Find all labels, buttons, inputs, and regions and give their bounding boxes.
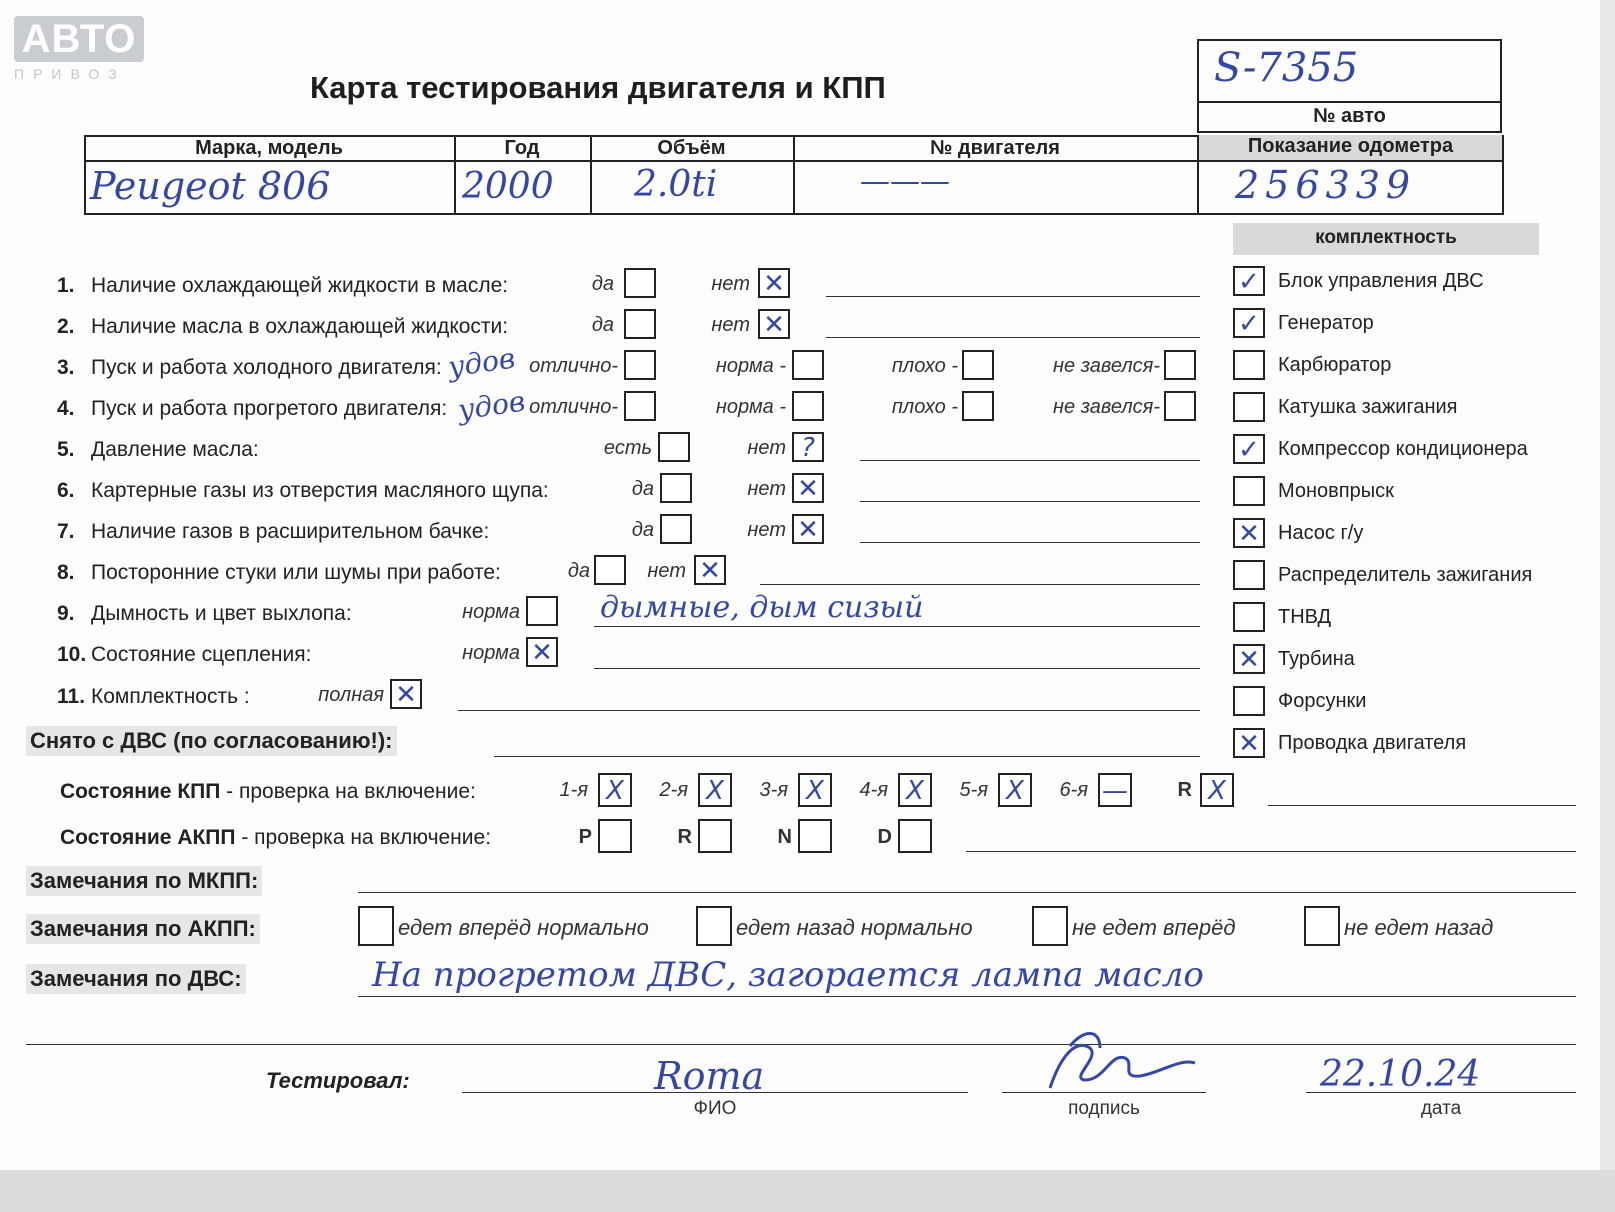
akpp-gear-label: R [677, 826, 692, 848]
check-mark-icon: ✓ [1238, 309, 1260, 339]
row5-net-checkbox[interactable] [792, 432, 824, 462]
akpp-backward-normal-checkbox[interactable] [696, 906, 732, 946]
check-row-label: Наличие охлаждающей жидкости в масле: [91, 274, 509, 297]
kpp-gear-label: 3-я [759, 779, 788, 801]
check-row-label: Давление масла: [91, 438, 259, 461]
option-otlichno: отлично- [529, 355, 618, 377]
check-row-7 [57, 520, 489, 544]
option-ne-zavelsya: не завелся- [1053, 396, 1160, 418]
kpp-label [60, 780, 476, 804]
check-row-number: 6. [57, 479, 75, 502]
check-row-11 [57, 685, 250, 709]
dvs-remark-handwritten: На прогретом ДВС, загорается лампа масло [372, 955, 1204, 995]
date-label: дата [1420, 1098, 1462, 1119]
kit-label-turbine: Турбина [1278, 648, 1355, 670]
check-row-10 [57, 643, 311, 667]
check-row-number: 5. [57, 438, 75, 461]
logo-subtitle: ПРИВОЗ [14, 66, 126, 82]
row4-norma-checkbox[interactable] [792, 391, 824, 421]
option-net: нет [711, 314, 750, 336]
check-row-number: 10. [57, 643, 87, 666]
check-mark-icon: ✓ [1238, 267, 1260, 297]
check-row-label: Наличие масла в охлаждающей жидкости: [91, 315, 509, 338]
kpp-gear-label: 5-я [959, 779, 988, 801]
check-mark-icon: ✕ [1238, 519, 1260, 549]
akpp-gear-n-checkbox[interactable] [798, 819, 832, 853]
fill-line [358, 996, 1576, 997]
auto-number-value: S-7355 [1214, 45, 1359, 91]
option-norma: норма - [715, 396, 786, 418]
check-row-label: Посторонние стуки или шумы при работе: [91, 561, 501, 584]
check-row-number: 9. [57, 602, 75, 625]
kpp-label-bold: Состояние КПП [60, 780, 221, 803]
row3-otlichno-checkbox[interactable] [624, 350, 656, 380]
kit-label-generator: Генератор [1278, 312, 1374, 334]
akpp-no-forward-checkbox[interactable] [1032, 906, 1068, 946]
engine-no-value: ——— [860, 164, 950, 199]
option-net: нет [711, 273, 750, 295]
kpp-gear-label: R [1177, 779, 1192, 801]
option-ploho: плохо - [891, 396, 958, 418]
akpp-no-backward-label: не едет назад [1344, 915, 1494, 940]
row8-da-checkbox[interactable] [594, 555, 626, 585]
option-da: да [591, 273, 614, 295]
kit-label-injectors: Форсунки [1278, 690, 1367, 712]
col-odometer: Показание одометра [1247, 135, 1454, 157]
fill-line [860, 501, 1200, 502]
check-row-9 [57, 602, 352, 626]
row5-est-checkbox[interactable] [658, 432, 690, 462]
option-est: есть [603, 437, 652, 459]
check-mark-icon: ✕ [1238, 645, 1260, 675]
option-da: да [591, 314, 614, 336]
check-row-6 [57, 479, 549, 503]
row4-otlichno-checkbox[interactable] [624, 391, 656, 421]
kit-label-power-steering-pump: Насос г/у [1278, 522, 1364, 544]
col-year: Год [504, 137, 540, 159]
kit-checkbox-tnvd[interactable] [1233, 602, 1265, 632]
option-norma: норма [462, 642, 520, 664]
brand-value: Peugeot 806 [90, 164, 331, 208]
kpp-gear-label: 4-я [859, 779, 888, 801]
check-row-label: Состояние сцепления: [91, 643, 312, 666]
option-da: да [631, 478, 654, 500]
fill-line [358, 892, 1576, 893]
kit-checkbox-turbine[interactable] [1233, 644, 1265, 674]
kpp-gear-2-checkbox[interactable] [698, 773, 732, 807]
option-net: нет [747, 478, 786, 500]
kpp-gear-1-checkbox[interactable] [598, 773, 632, 807]
row4-ne-zavelsya-checkbox[interactable] [1164, 391, 1196, 421]
kpp-mark: X [1208, 776, 1226, 806]
check-row-number: 2. [57, 315, 75, 338]
row9-handwritten-note: дымные, дым сизый [600, 590, 924, 625]
kit-label-carburetor: Карбюратор [1278, 354, 1392, 376]
signature-image [1030, 1018, 1200, 1098]
option-net: нет [747, 519, 786, 541]
kit-checkbox-ignition-coil[interactable] [1233, 392, 1265, 422]
question-mark: ? [801, 433, 815, 463]
col-volume: Объём [657, 137, 726, 159]
akpp-backward-normal-label: едет назад нормально [736, 915, 973, 940]
kit-label-ac-compressor: Компрессор кондиционера [1278, 438, 1528, 460]
kpp-gear-3-checkbox[interactable] [798, 773, 832, 807]
kit-label-distributor: Распределитель зажигания [1278, 564, 1533, 586]
akpp-no-forward-label: не едет вперёд [1072, 915, 1236, 940]
option-polnaya: полная [318, 684, 384, 706]
fill-line [1268, 805, 1576, 806]
check-row-label: Комплектность : [91, 685, 250, 708]
option-norma: норма [462, 601, 520, 623]
row2-da-checkbox[interactable] [624, 309, 656, 339]
check-mark-icon: ✕ [1238, 729, 1260, 759]
kpp-mark: — [1102, 776, 1128, 806]
check-row-label: Картерные газы из отверстия масляного щупа: [91, 479, 549, 502]
kpp-gear-4-checkbox[interactable] [898, 773, 932, 807]
row10-norma-checkbox[interactable] [526, 637, 558, 667]
row7-net-checkbox[interactable] [792, 514, 824, 544]
akpp-label-rest: - проверка на включение: [235, 826, 492, 849]
fill-line [594, 668, 1200, 669]
remarks-dvs-label: Замечания по ДВС: [26, 964, 246, 994]
kit-label-tnvd: ТНВД [1278, 606, 1332, 628]
kit-checkbox-engine-wiring[interactable] [1233, 728, 1265, 758]
check-mark-icon: ✕ [763, 310, 785, 340]
auto-number-label: № авто [1313, 105, 1386, 127]
kit-checkbox-generator[interactable] [1233, 308, 1265, 338]
kit-checkbox-ac-compressor[interactable] [1233, 434, 1265, 464]
check-row-number: 4. [57, 397, 75, 420]
remarks-mkpp-label: Замечания по МКПП: [26, 866, 262, 896]
check-row-5 [57, 438, 259, 462]
check-row-number: 11. [57, 685, 86, 708]
volume-value: 2.0ti [634, 164, 718, 205]
kpp-mark: X [1006, 776, 1024, 806]
year-value: 2000 [462, 166, 554, 207]
check-row-3 [57, 356, 442, 380]
auto-number-box [1197, 39, 1502, 103]
row1-da-checkbox[interactable] [624, 268, 656, 298]
check-mark-icon: ✕ [797, 474, 819, 504]
kpp-gear-6-checkbox[interactable] [1098, 773, 1132, 807]
option-da: да [567, 560, 590, 582]
kpp-mark: X [906, 776, 924, 806]
row6-net-checkbox[interactable] [792, 473, 824, 503]
check-row-label: Пуск и работа холодного двигателя: [91, 356, 442, 379]
akpp-gear-label: N [777, 826, 792, 848]
check-row-label: Наличие газов в расширительном бачке: [91, 520, 490, 543]
kit-checkbox-distributor[interactable] [1233, 560, 1265, 590]
check-row-number: 8. [57, 561, 75, 584]
date-handwritten: 22.10.24 [1320, 1054, 1481, 1095]
akpp-gear-d-checkbox[interactable] [898, 819, 932, 853]
kit-label-mono-injection: Моновпрыск [1278, 480, 1394, 502]
akpp-label-bold: Состояние АКПП [60, 826, 236, 849]
check-mark-icon: ✕ [699, 556, 721, 586]
akpp-label [60, 826, 491, 850]
col-engine-no: № двигателя [930, 137, 1060, 159]
check-row-2 [57, 315, 508, 339]
kit-checkbox-injectors[interactable] [1233, 686, 1265, 716]
signature-label: подпись [1068, 1098, 1140, 1119]
fill-line [826, 296, 1200, 297]
akpp-forward-normal-label: едет вперёд нормально [398, 915, 649, 940]
background-edge [0, 1170, 1615, 1212]
fill-line [494, 756, 1200, 757]
option-otlichno: отлично- [529, 396, 618, 418]
check-row-8 [57, 561, 501, 585]
row3-ne-zavelsya-checkbox[interactable] [1164, 350, 1196, 380]
odometer-value: 256339 [1235, 163, 1417, 207]
option-ne-zavelsya: не завелся- [1053, 355, 1160, 377]
col-brand: Марка, модель [195, 137, 343, 159]
kit-checkbox-power-steering-pump[interactable] [1233, 518, 1265, 548]
fill-line [594, 626, 1200, 627]
row3-ploho-checkbox[interactable] [962, 350, 994, 380]
check-mark-icon: ✕ [797, 515, 819, 545]
check-mark-icon: ✕ [531, 638, 553, 668]
fill-line [860, 460, 1200, 461]
option-ploho: плохо - [891, 355, 958, 377]
akpp-gear-r-checkbox[interactable] [698, 819, 732, 853]
kpp-gear-r-checkbox[interactable] [1200, 773, 1234, 807]
row7-da-checkbox[interactable] [660, 514, 692, 544]
row8-net-checkbox[interactable] [694, 555, 726, 585]
row9-norma-checkbox[interactable] [526, 596, 558, 626]
row6-da-checkbox[interactable] [660, 473, 692, 503]
check-row-number: 3. [57, 356, 75, 379]
option-net: нет [647, 560, 686, 582]
remarks-akpp-label: Замечания по АКПП: [26, 914, 260, 944]
kpp-mark: X [806, 776, 824, 806]
row11-polnaya-checkbox[interactable] [390, 679, 422, 709]
kpp-label-rest: - проверка на включение: [220, 780, 476, 803]
row4-ploho-checkbox[interactable] [962, 391, 994, 421]
kpp-gear-label: 1-я [559, 779, 588, 801]
signature-line [1002, 1092, 1206, 1093]
kit-label-ignition-coil: Катушка зажигания [1278, 396, 1458, 418]
kit-checkbox-ecu[interactable] [1233, 266, 1265, 296]
check-row-label: Пуск и работа прогретого двигателя: [91, 397, 448, 420]
kit-label-ecu: Блок управления ДВС [1278, 270, 1484, 292]
check-mark-icon: ✓ [1238, 435, 1260, 465]
akpp-gear-label: P [578, 826, 592, 848]
tested-by-label: Тестировал: [266, 1068, 410, 1093]
date-line [1306, 1092, 1576, 1093]
kit-header: комплектность [1315, 227, 1457, 248]
kit-checkbox-carburetor[interactable] [1233, 350, 1265, 380]
check-row-4 [57, 397, 447, 421]
row2-net-checkbox[interactable] [758, 309, 790, 339]
akpp-no-backward-checkbox[interactable] [1304, 906, 1340, 946]
akpp-gear-p-checkbox[interactable] [598, 819, 632, 853]
kit-checkbox-mono-injection[interactable] [1233, 476, 1265, 506]
check-mark-icon: ✕ [395, 680, 417, 710]
fio-label: ФИО [693, 1098, 737, 1119]
fill-line [826, 337, 1200, 338]
fio-line [462, 1092, 968, 1093]
kpp-mark: X [606, 776, 624, 806]
kpp-mark: X [706, 776, 724, 806]
page-title: Карта тестирования двигателя и КПП [310, 70, 886, 105]
option-da: да [631, 519, 654, 541]
option-net: нет [747, 437, 786, 459]
fill-line [860, 542, 1200, 543]
tester-name-handwritten: Roma [654, 1054, 765, 1098]
row4-handwritten-note: удов [456, 384, 528, 427]
fill-line [458, 710, 1200, 711]
auto-number-label-cell [1197, 101, 1502, 133]
check-row-number: 7. [57, 520, 75, 543]
kpp-gear-label: 2-я [659, 779, 688, 801]
check-row-number: 1. [57, 274, 75, 297]
row3-norma-checkbox[interactable] [792, 350, 824, 380]
check-row-label: Дымность и цвет выхлопа: [91, 602, 352, 625]
kpp-gear-label: 6-я [1059, 779, 1088, 801]
check-row-1 [57, 274, 508, 298]
kit-label-engine-wiring: Проводка двигателя [1278, 732, 1467, 754]
akpp-gear-label: D [877, 826, 892, 848]
check-mark-icon: ✕ [763, 269, 785, 299]
removed-from-engine-label: Снято с ДВС (по согласованию!): [26, 726, 397, 756]
fill-line [26, 1044, 1576, 1045]
option-norma: норма - [715, 355, 786, 377]
row1-net-checkbox[interactable] [758, 268, 790, 298]
fill-line [760, 584, 1200, 585]
kpp-gear-5-checkbox[interactable] [998, 773, 1032, 807]
fill-line [966, 851, 1576, 852]
row3-handwritten-note: удов [446, 341, 518, 384]
akpp-forward-normal-checkbox[interactable] [358, 906, 394, 946]
logo: АВТО [14, 16, 144, 62]
